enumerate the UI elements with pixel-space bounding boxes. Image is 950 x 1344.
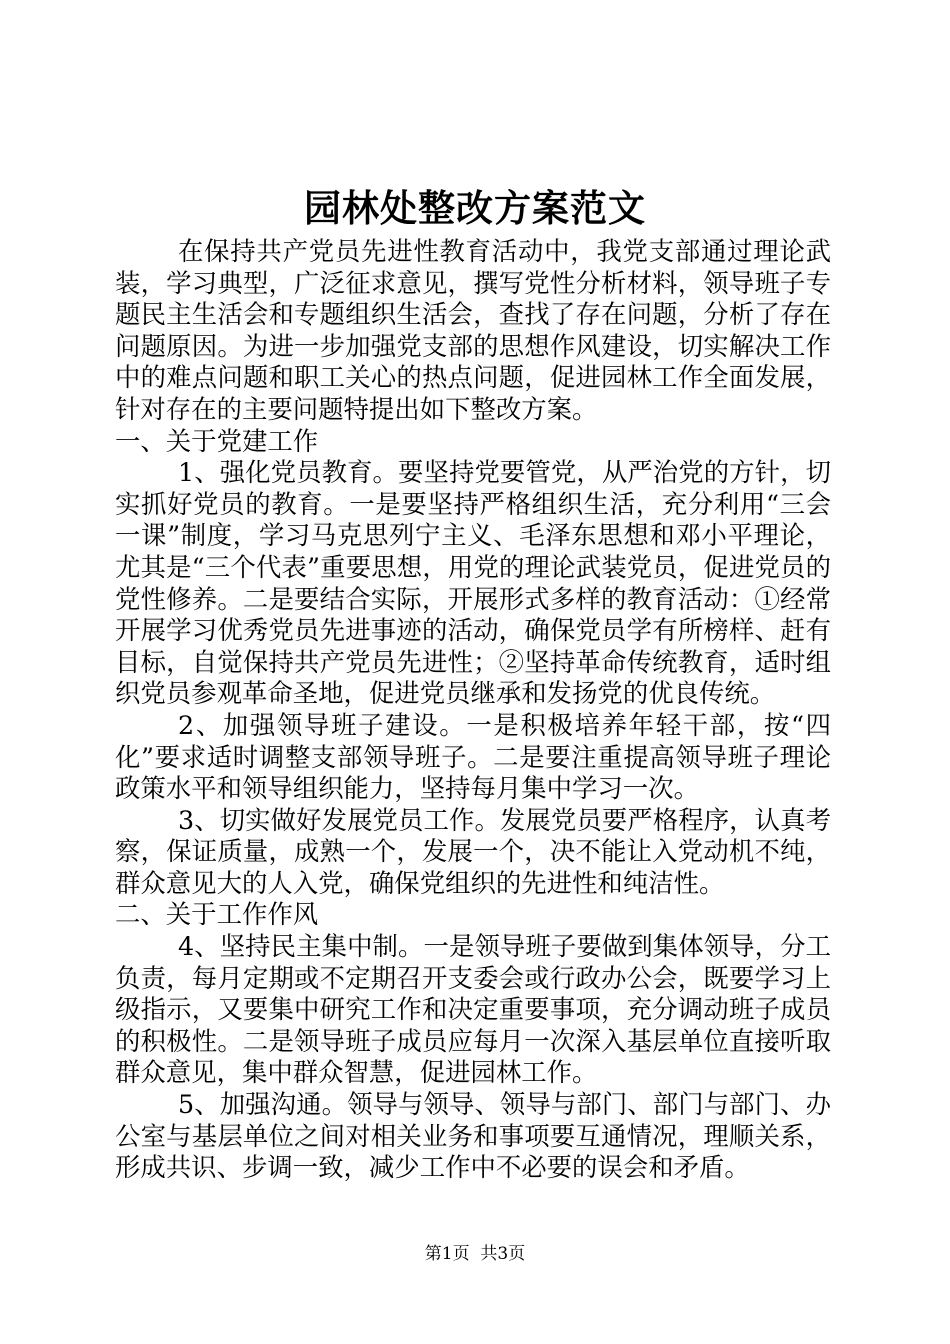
document-title: 园林处整改方案范文 xyxy=(304,186,646,230)
document-body xyxy=(115,236,831,1184)
item-paragraph-2: 2、加强领导班子建设。一是积极培养年轻干部，按“四化”要求适时调整支部领导班子。二是要注重提高领导班子理论政策水平和领导组织能力，坚持每月集中学习一次。 xyxy=(115,709,831,804)
footer-separator xyxy=(470,1244,481,1264)
section-heading-party-building: 一、关于党建工作 xyxy=(115,425,319,456)
item-paragraph-5: 5、加强沟通。领导与领导、领导与部门、部门与部门、办公室与基层单位之间对相关业务和事项要互通情况，理顺关系，形成共识、步调一致，减少工作中不必要的误会和矛盾。 xyxy=(115,1089,831,1183)
section-heading-work-style: 二、关于工作作风 xyxy=(115,899,319,930)
item-paragraph-1: 1、强化党员教育。要坚持党要管党，从严治党的方针，切实抓好党员的教育。一是要坚持严格组织生活，充分利用“三会一课”制度，学习马克思列宁主义、毛泽东思想和邓小平理论，尤其是“三个代表”重要思想，用党的理论武装党员，促进党员的党性修养。二是要结合实际，开展形式多样的教育活动：①经常开展学习优秀党员先进事迹的活动，确保党员学有所榜样、赶有目标，自觉保持共产党员先进性；②坚持革命传统教育，适时组织党员参观革命圣地，促进党员继承和发扬党的优良传统。 xyxy=(115,457,831,709)
page-footer xyxy=(0,1242,950,1266)
item-paragraph-3: 3、切实做好发展党员工作。发展党员要严格程序，认真考察，保证质量，成熟一个，发展一个，决不能让入党动机不纯，群众意见大的人入党，确保党组织的先进性和纯洁性。 xyxy=(115,804,831,898)
page-number: 第1页 xyxy=(424,1244,470,1264)
intro-paragraph: 在保持共产党员先进性教育活动中，我党支部通过理论武装，学习典型，广泛征求意见，撰写党性分析材料，领导班子专题民主生活会和专题组织生活会，查找了存在问题，分析了存在问题原因。为进一步加强党支部的思想作风建设，切实解决工作中的难点问题和职工关心的热点问题，促进园林工作全面发展，针对存在的主要问题特提出如下整改方案。 xyxy=(115,236,831,424)
item-paragraph-4: 4、坚持民主集中制。一是领导班子要做到集体领导，分工负责，每月定期或不定期召开支委会或行政办公会，既要学习上级指示，又要集中研究工作和决定重要事项，充分调动班子成员的积极性。二是领导班子成员应每月一次深入基层单位直接听取群众意见，集中群众智慧，促进园林工作。 xyxy=(115,931,831,1088)
page-total: 共3页 xyxy=(480,1244,526,1264)
